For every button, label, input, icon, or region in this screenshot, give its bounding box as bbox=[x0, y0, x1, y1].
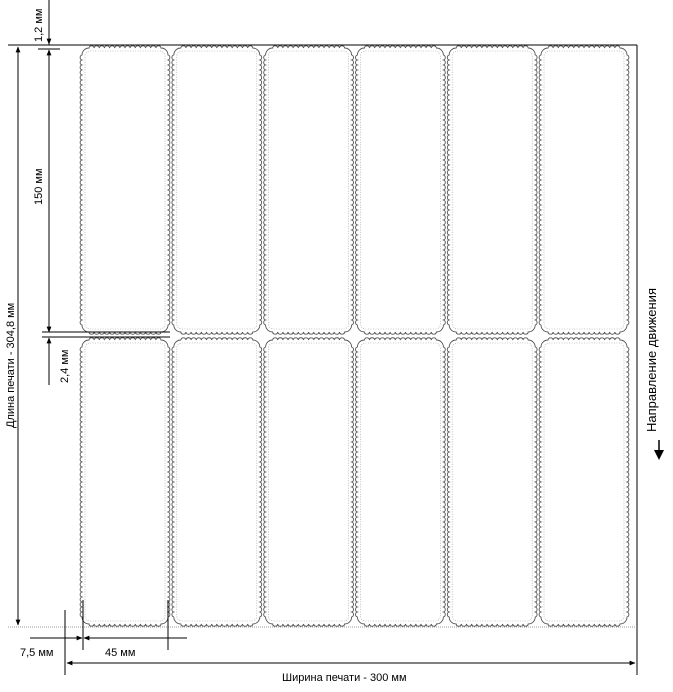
label-inner-cutline bbox=[177, 343, 257, 621]
print-width-text: Ширина печати - 300 мм bbox=[282, 672, 407, 684]
label-outline bbox=[356, 338, 446, 626]
label-inner-cutline bbox=[269, 343, 349, 621]
dimension-bottom bbox=[20, 600, 637, 684]
label-height-text: 150 мм bbox=[33, 168, 45, 205]
label-inner-cutline bbox=[452, 51, 532, 329]
label-inner-cutline bbox=[360, 343, 440, 621]
direction-text: Направление движения bbox=[644, 288, 659, 432]
row-gap-text: 2,4 мм bbox=[59, 349, 71, 383]
label-outline bbox=[539, 338, 629, 626]
label-outline bbox=[172, 46, 262, 334]
print-length-text: Длина печати - 304,8 мм bbox=[5, 302, 17, 428]
label-inner-cutline bbox=[544, 343, 624, 621]
label-inner-cutline bbox=[85, 343, 165, 621]
label-inner-cutline bbox=[360, 51, 440, 329]
label-inner-cutline bbox=[452, 343, 532, 621]
dimension-label-height bbox=[33, 50, 170, 332]
label-outline bbox=[172, 338, 262, 626]
label-inner-cutline bbox=[544, 51, 624, 329]
left-margin-text: 7,5 мм bbox=[20, 647, 54, 659]
label-outline bbox=[447, 46, 537, 334]
sheet-border bbox=[8, 45, 637, 663]
label-grid bbox=[80, 46, 629, 626]
dimension-row-gap bbox=[42, 337, 170, 385]
label-outline bbox=[80, 46, 170, 334]
label-inner-cutline bbox=[269, 51, 349, 329]
arrow-down-icon bbox=[654, 450, 664, 460]
top-gap-label: 1,2 мм bbox=[33, 8, 45, 42]
label-outline bbox=[447, 338, 537, 626]
label-outline bbox=[80, 338, 170, 626]
dimension-top-gap bbox=[33, 0, 60, 49]
label-inner-cutline bbox=[85, 51, 165, 329]
direction-indicator bbox=[644, 288, 664, 460]
label-width-text: 45 мм bbox=[105, 647, 136, 659]
label-outline bbox=[264, 46, 354, 334]
label-outline bbox=[356, 46, 446, 334]
label-outline bbox=[264, 338, 354, 626]
dimension-print-length bbox=[5, 47, 18, 625]
label-outline bbox=[539, 46, 629, 334]
label-inner-cutline bbox=[177, 51, 257, 329]
